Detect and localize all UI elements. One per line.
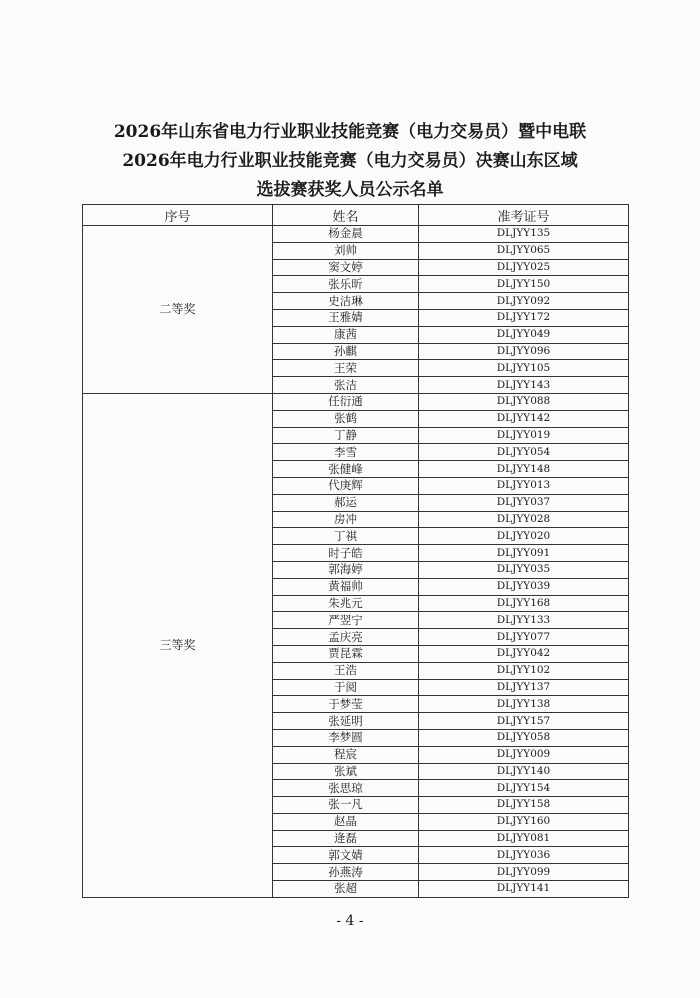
exam-id-cell: DLJYY058 <box>419 729 629 746</box>
exam-id-cell: DLJYY137 <box>419 679 629 696</box>
table-header-row <box>83 205 629 226</box>
name-cell: 孙燕涛 <box>273 864 419 881</box>
name-cell: 郭文婧 <box>273 847 419 864</box>
table-row <box>83 393 629 410</box>
header-seq: 序号 <box>83 205 273 226</box>
exam-id-cell: DLJYY133 <box>419 612 629 629</box>
name-cell: 郝运 <box>273 494 419 511</box>
name-cell: 代庚辉 <box>273 477 419 494</box>
name-cell: 丁静 <box>273 427 419 444</box>
exam-id-cell: DLJYY154 <box>419 780 629 797</box>
exam-id-cell: DLJYY009 <box>419 746 629 763</box>
exam-id-cell: DLJYY099 <box>419 864 629 881</box>
name-cell: 康茜 <box>273 326 419 343</box>
title-line-3: 选拔赛获奖人员公示名单 <box>256 180 444 200</box>
name-cell: 于梦莹 <box>273 696 419 713</box>
name-cell: 郭海婷 <box>273 561 419 578</box>
exam-id-cell: DLJYY035 <box>419 561 629 578</box>
name-cell: 丁祺 <box>273 528 419 545</box>
exam-id-cell: DLJYY105 <box>419 360 629 377</box>
exam-id-cell: DLJYY077 <box>419 629 629 646</box>
name-cell: 张乐昕 <box>273 276 419 293</box>
name-cell: 张延明 <box>273 713 419 730</box>
name-cell: 张超 <box>273 881 419 898</box>
exam-id-cell: DLJYY102 <box>419 662 629 679</box>
award-level-cell: 三等奖 <box>83 393 273 897</box>
name-cell: 孙麒 <box>273 343 419 360</box>
name-cell: 张斌 <box>273 763 419 780</box>
name-cell: 刘帅 <box>273 242 419 259</box>
name-cell: 王浩 <box>273 662 419 679</box>
exam-id-cell: DLJYY096 <box>419 343 629 360</box>
exam-id-cell: DLJYY140 <box>419 763 629 780</box>
name-cell: 王雅婧 <box>273 309 419 326</box>
exam-id-cell: DLJYY019 <box>419 427 629 444</box>
title-line-2: 2026年电力行业职业技能竞赛（电力交易员）决赛山东区域 <box>122 151 578 171</box>
name-cell: 时子皓 <box>273 545 419 562</box>
exam-id-cell: DLJYY037 <box>419 494 629 511</box>
exam-id-cell: DLJYY143 <box>419 377 629 394</box>
name-cell: 逄磊 <box>273 830 419 847</box>
name-cell: 贾昆霖 <box>273 645 419 662</box>
exam-id-cell: DLJYY135 <box>419 226 629 243</box>
name-cell: 李雪 <box>273 444 419 461</box>
exam-id-cell: DLJYY042 <box>419 645 629 662</box>
name-cell: 张洁 <box>273 377 419 394</box>
name-cell: 赵晶 <box>273 813 419 830</box>
exam-id-cell: DLJYY091 <box>419 545 629 562</box>
name-cell: 史洁琳 <box>273 293 419 310</box>
header-name: 姓名 <box>273 205 419 226</box>
exam-id-cell: DLJYY025 <box>419 259 629 276</box>
name-cell: 王荣 <box>273 360 419 377</box>
exam-id-cell: DLJYY020 <box>419 528 629 545</box>
exam-id-cell: DLJYY065 <box>419 242 629 259</box>
award-level-cell: 二等奖 <box>83 226 273 394</box>
name-cell: 张鹤 <box>273 410 419 427</box>
exam-id-cell: DLJYY036 <box>419 847 629 864</box>
exam-id-cell: DLJYY141 <box>419 881 629 898</box>
exam-id-cell: DLJYY142 <box>419 410 629 427</box>
exam-id-cell: DLJYY088 <box>419 393 629 410</box>
document-title <box>0 118 700 205</box>
exam-id-cell: DLJYY172 <box>419 309 629 326</box>
exam-id-cell: DLJYY158 <box>419 797 629 814</box>
exam-id-cell: DLJYY092 <box>419 293 629 310</box>
exam-id-cell: DLJYY157 <box>419 713 629 730</box>
name-cell: 窦文婷 <box>273 259 419 276</box>
name-cell: 孟庆亮 <box>273 629 419 646</box>
name-cell: 李梦圆 <box>273 729 419 746</box>
exam-id-cell: DLJYY054 <box>419 444 629 461</box>
award-table <box>82 204 629 898</box>
name-cell: 张健峰 <box>273 461 419 478</box>
name-cell: 房冲 <box>273 511 419 528</box>
name-cell: 任衍通 <box>273 393 419 410</box>
name-cell: 程宸 <box>273 746 419 763</box>
page-number: - 4 - <box>336 913 364 929</box>
name-cell: 朱兆元 <box>273 595 419 612</box>
exam-id-cell: DLJYY049 <box>419 326 629 343</box>
table-row <box>83 226 629 243</box>
exam-id-cell: DLJYY081 <box>419 830 629 847</box>
exam-id-cell: DLJYY039 <box>419 578 629 595</box>
exam-id-cell: DLJYY150 <box>419 276 629 293</box>
name-cell: 于阅 <box>273 679 419 696</box>
exam-id-cell: DLJYY138 <box>419 696 629 713</box>
title-line-1: 2026年山东省电力行业职业技能竞赛（电力交易员）暨中电联 <box>113 122 587 142</box>
table-body <box>83 226 629 898</box>
name-cell: 黄福帅 <box>273 578 419 595</box>
exam-id-cell: DLJYY028 <box>419 511 629 528</box>
exam-id-cell: DLJYY160 <box>419 813 629 830</box>
name-cell: 严翌宁 <box>273 612 419 629</box>
exam-id-cell: DLJYY013 <box>419 477 629 494</box>
name-cell: 张思琼 <box>273 780 419 797</box>
name-cell: 杨金晨 <box>273 226 419 243</box>
header-id: 准考证号 <box>419 205 629 226</box>
exam-id-cell: DLJYY168 <box>419 595 629 612</box>
name-cell: 张一凡 <box>273 797 419 814</box>
exam-id-cell: DLJYY148 <box>419 461 629 478</box>
